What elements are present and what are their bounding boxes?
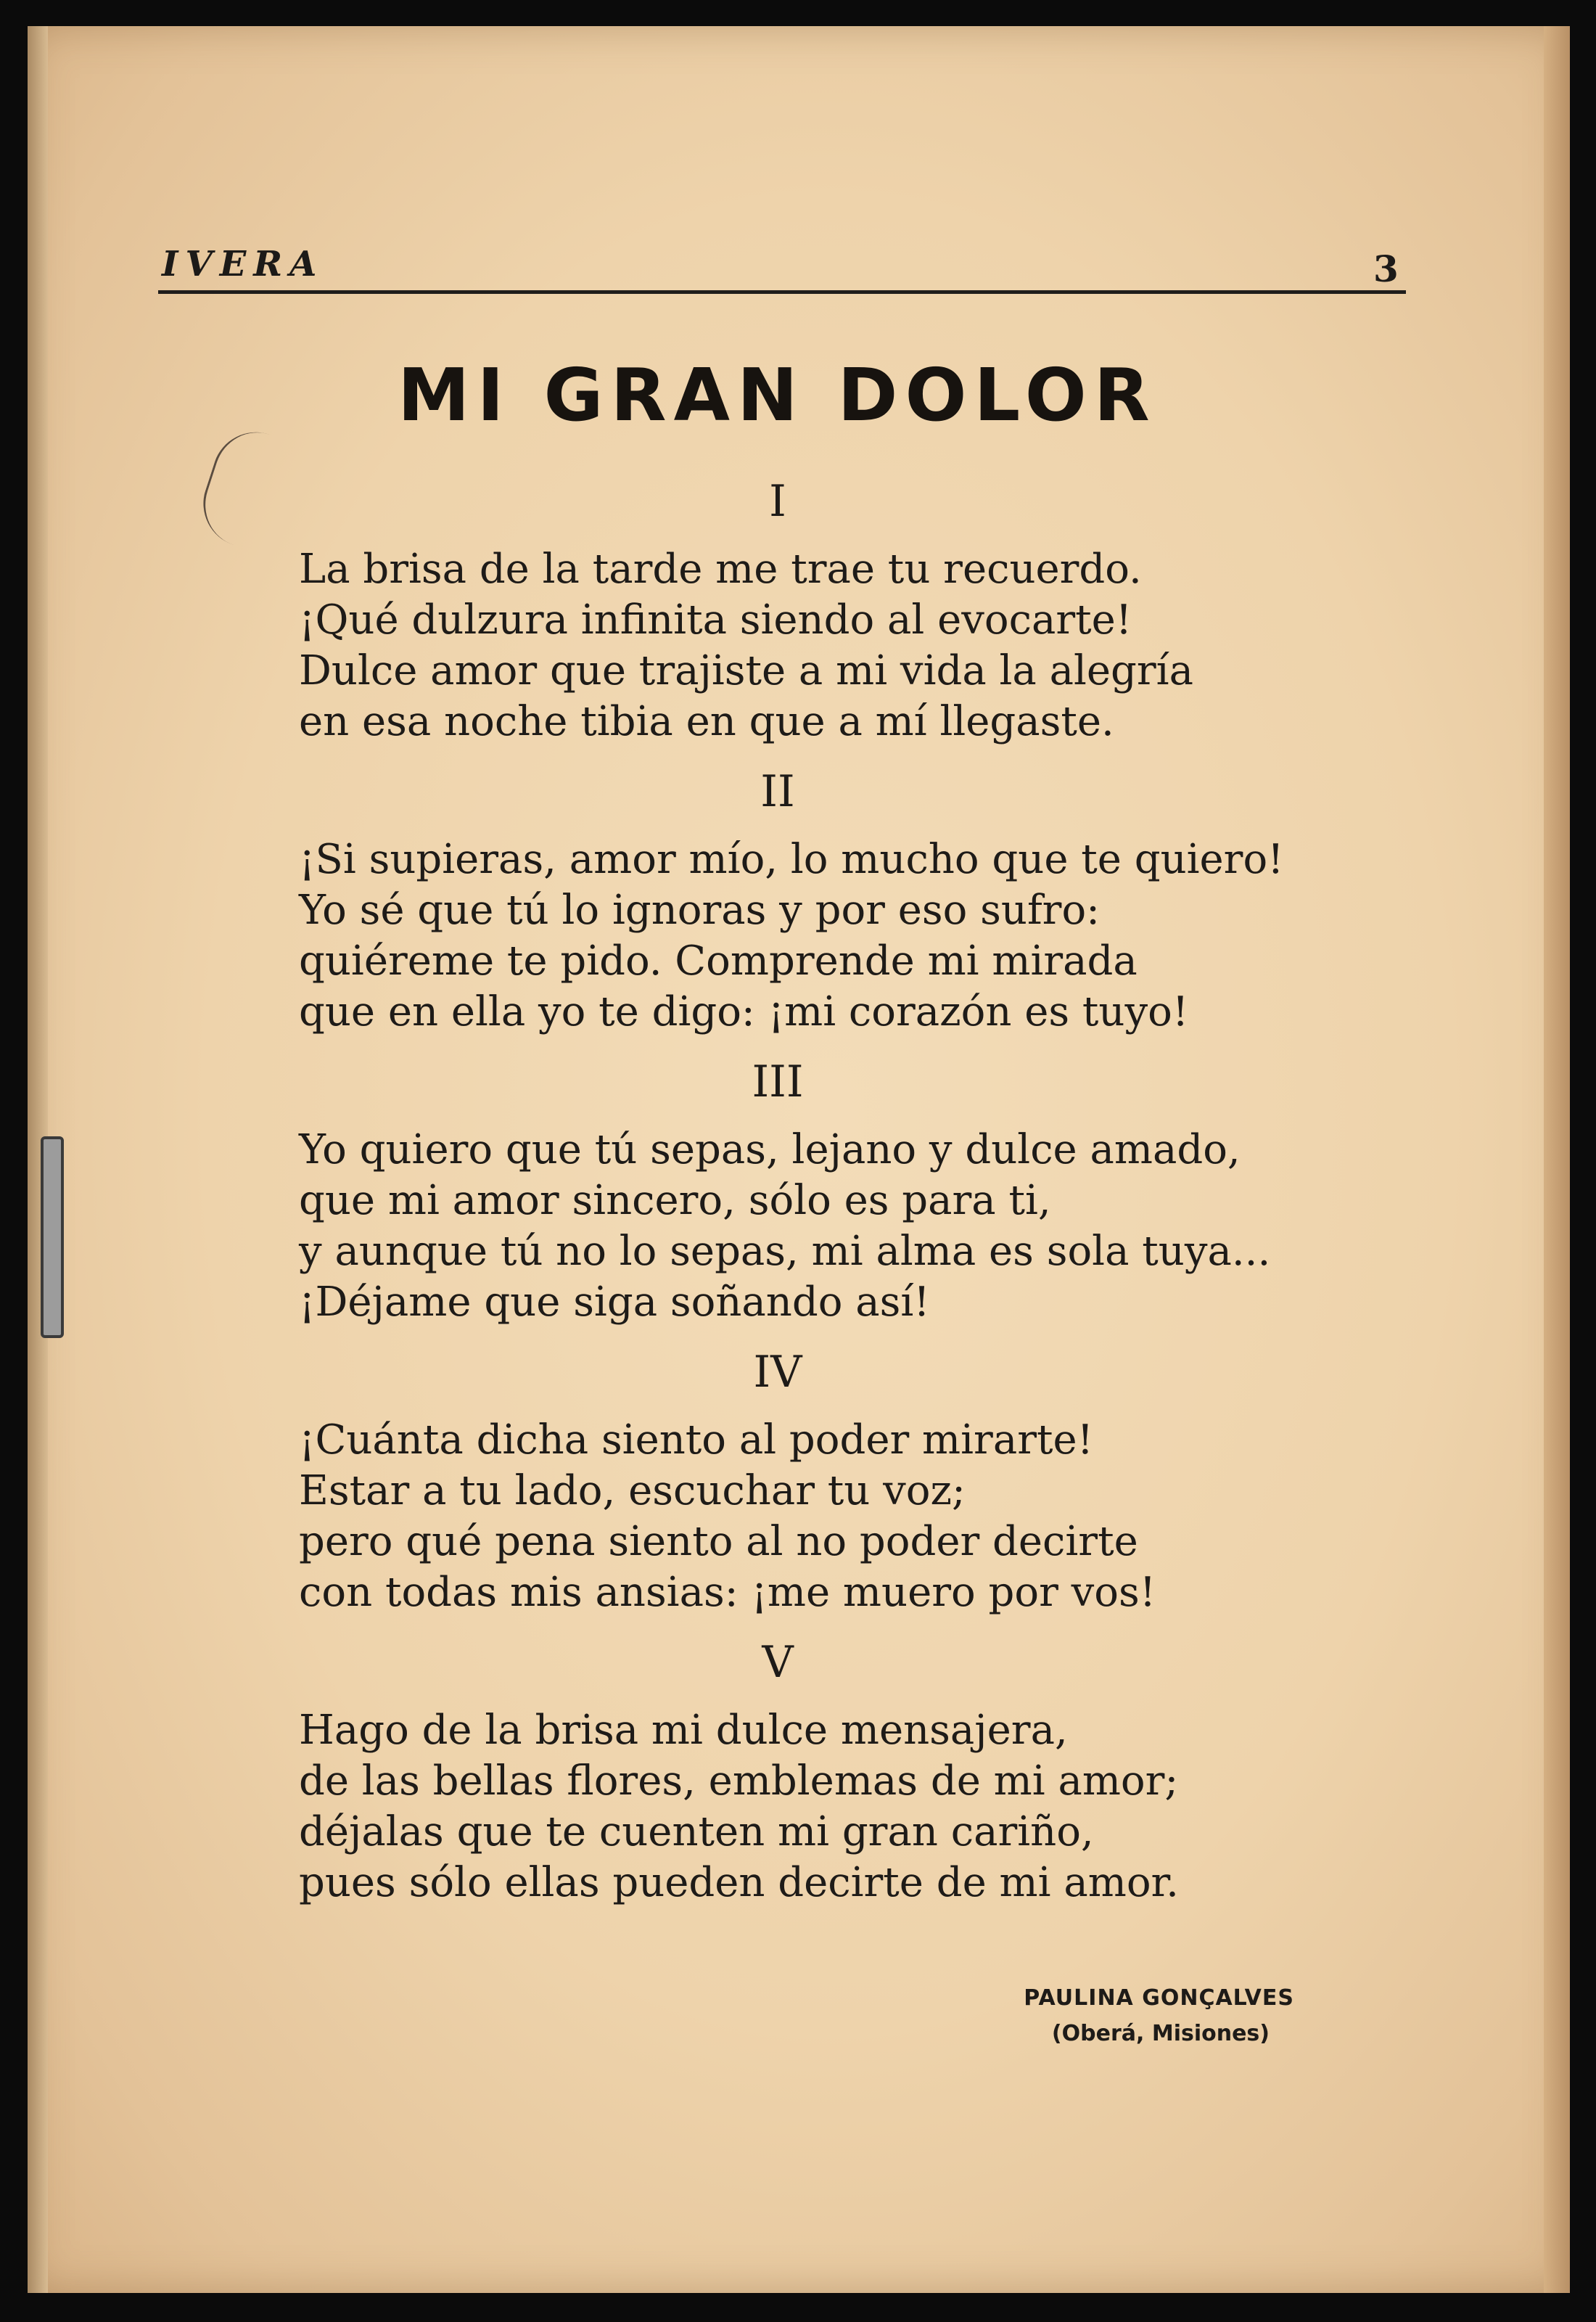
poem-line: que en ella yo te digo: ¡mi corazón es tuyo!: [299, 988, 1189, 1035]
poem-line: La brisa de la tarde me trae tu recuerdo.: [299, 546, 1142, 593]
poem-line: quiéreme te pido. Comprende mi mirada: [299, 938, 1138, 985]
author-place: (Oberá, Misiones): [1051, 2021, 1270, 2046]
page-number: 3: [1373, 247, 1399, 290]
poem-line: con todas mis ansias: ¡me muero por vos!: [299, 1569, 1156, 1616]
header-rule: [158, 290, 1406, 294]
author-name: PAULINA GONÇALVES: [1024, 1985, 1294, 2011]
poem-line: Yo quiero que tú sepas, lejano y dulce amado,: [299, 1126, 1241, 1173]
stanza-3: [299, 1057, 1270, 1328]
poem-line: y aunque tú no lo sepas, mi alma es sola tuya...: [299, 1228, 1271, 1275]
stanza-numeral: III: [752, 1057, 804, 1107]
poem-line: Estar a tu lado, escuchar tu voz;: [299, 1467, 966, 1514]
stanza-numeral: IV: [753, 1347, 802, 1398]
stanza-numeral: V: [762, 1637, 794, 1688]
pencil-mark: [192, 421, 271, 546]
poem-line: pero qué pena siento al no poder decirte: [299, 1518, 1138, 1565]
poem-line: déjalas que te cuenten mi gran cariño,: [299, 1808, 1094, 1855]
poem-line: ¡Qué dulzura infinita siendo al evocarte!: [299, 596, 1132, 644]
stanza-numeral: II: [760, 766, 795, 817]
poem-line: Yo sé que tú lo ignoras y por eso sufro:: [299, 887, 1101, 934]
poem-line: Hago de la brisa mi dulce mensajera,: [299, 1707, 1068, 1754]
stanza-numeral: I: [769, 476, 786, 527]
page-edge: [1544, 26, 1570, 2293]
stanza-5: [299, 1637, 1179, 1908]
author-signature: [1024, 1985, 1294, 2046]
poem-line: pues sólo ellas pueden decirte de mi amor.: [299, 1859, 1179, 1906]
staple: [41, 1136, 64, 1338]
poem-title: MI GRAN DOLOR: [398, 353, 1157, 438]
poem-line: ¡Si supieras, amor mío, lo mucho que te quiero!: [299, 836, 1284, 883]
poem-line: ¡Déjame que siga soñando así!: [299, 1279, 930, 1326]
paper-page: [28, 26, 1570, 2293]
poem-line: en esa noche tibia en que a mí llegaste.: [299, 698, 1114, 745]
poem-line: ¡Cuánta dicha siento al poder mirarte!: [299, 1416, 1094, 1464]
poem-line: de las bellas flores, emblemas de mi amor;: [299, 1757, 1179, 1805]
stanza-4: [299, 1347, 1156, 1618]
stanza-1: [299, 476, 1193, 747]
poem-line: que mi amor sincero, sólo es para ti,: [299, 1177, 1051, 1224]
stanza-2: [299, 766, 1284, 1038]
running-head: IVERA: [162, 244, 324, 284]
poem-line: Dulce amor que trajiste a mi vida la alegría: [299, 647, 1193, 694]
